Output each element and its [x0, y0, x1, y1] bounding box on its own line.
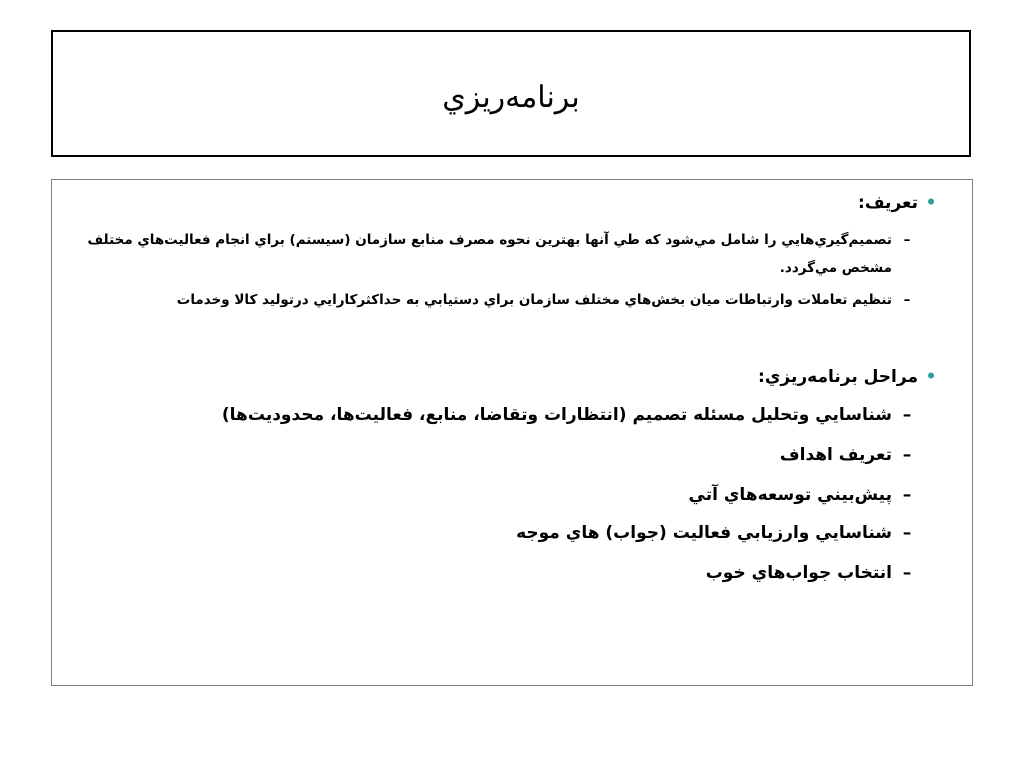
section1-heading-row — [64, 192, 944, 214]
section2-item-5 — [62, 562, 922, 584]
section2-heading-row — [64, 366, 944, 388]
dash-icon: – — [903, 292, 911, 308]
slide-title: برنامه‌ريزي — [442, 80, 580, 115]
bullet-icon: • — [925, 193, 937, 213]
section1-heading: تعريف: — [858, 193, 918, 213]
bullet-icon: • — [925, 367, 937, 387]
content-box — [51, 179, 973, 686]
section1-item-1-text: تصميم‌گيري‌هايي را شامل مي‌شود كه طي آنها بهترين نحوه مصرف منابع سازمان (سيستم) براي انجام فعاليت‌هاي مختلف مشخص مي‌گردد. — [87, 232, 892, 276]
section2-item-2 — [62, 444, 922, 466]
dash-icon: – — [902, 445, 912, 465]
section2-heading: مراحل برنامه‌ريزي: — [758, 367, 918, 387]
section1-item-2-text: تنظيم تعاملات وارتباطات ميان بخش‌هاي مختلف سازمان براي دستيابي به حداكثركارايي درتوليد كالا وخدمات — [176, 292, 892, 308]
dash-icon: – — [902, 405, 912, 425]
dash-icon: – — [902, 563, 912, 583]
dash-icon: – — [902, 485, 912, 505]
section2-item-5-text: انتخاب جواب‌هاي خوب — [705, 563, 892, 583]
section2-item-4 — [62, 522, 922, 544]
dash-icon: – — [903, 232, 911, 248]
section2-item-1 — [62, 404, 922, 426]
section2-item-3-text: پيش‌بيني توسعه‌هاي آتي — [688, 485, 892, 505]
section2-item-4-text: شناسايي وارزيابي فعاليت (جواب) هاي موجه — [516, 523, 892, 543]
section2-item-1-text: شناسايي وتحليل مسئله تصميم (انتظارات وتقاضا، منابع، فعاليت‌ها، محدوديت‌ها) — [221, 405, 892, 425]
dash-icon: – — [902, 523, 912, 543]
section1-item-2 — [62, 286, 922, 314]
title-box — [51, 30, 971, 157]
section1-item-1 — [62, 226, 922, 282]
section2-item-3 — [62, 484, 922, 506]
section2-item-2-text: تعريف اهداف — [779, 445, 892, 465]
